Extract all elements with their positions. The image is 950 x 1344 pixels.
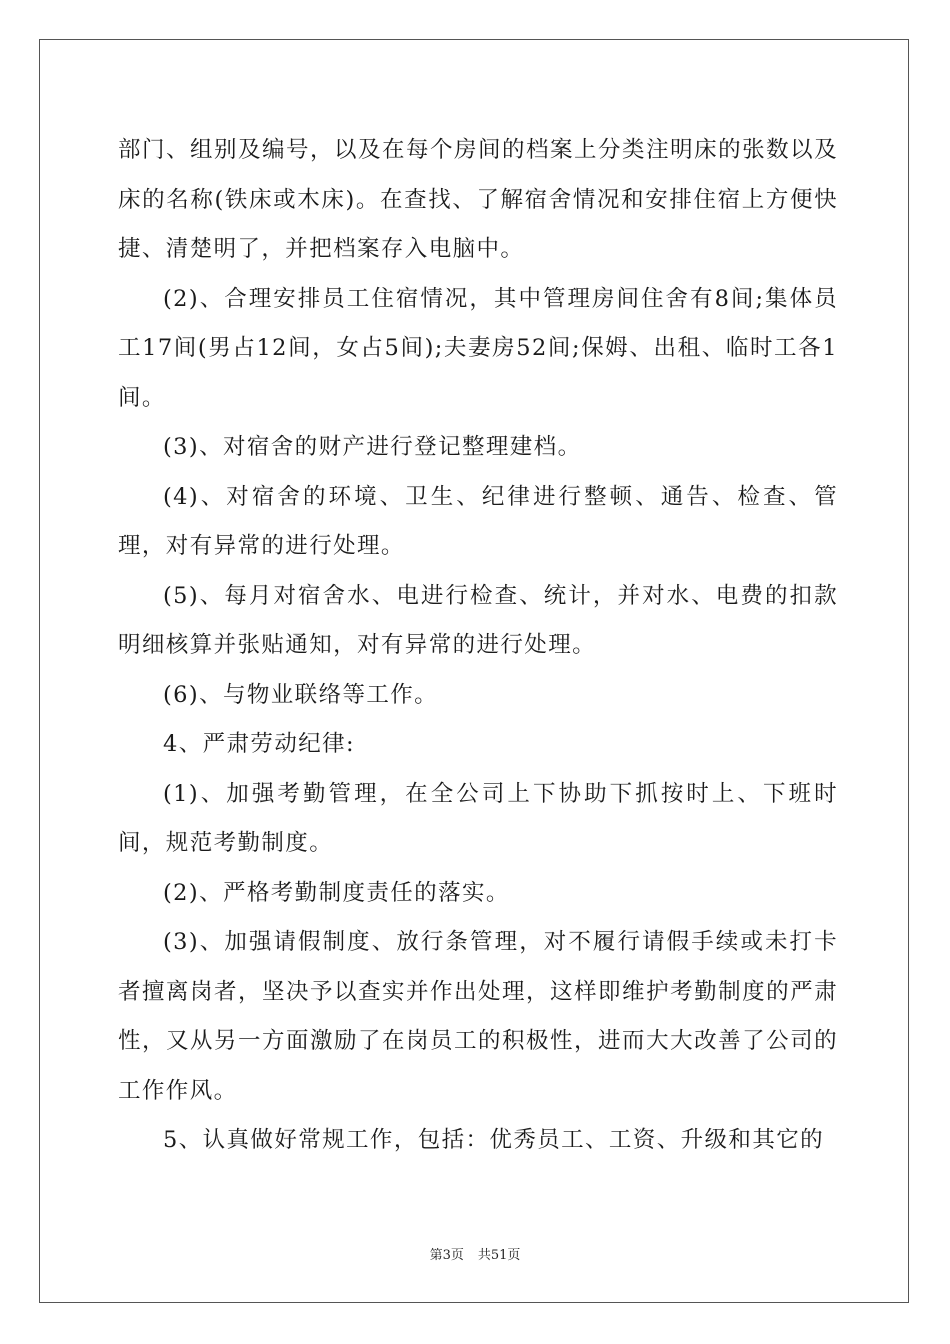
document-body	[118, 126, 838, 1166]
paragraph: (5)、每月对宿舍水、电进行检查、统计，并对水、电费的扣款明细核算并张贴通知，对有异常的进行处理。	[118, 582, 838, 658]
page-footer	[0, 1247, 950, 1265]
paragraph: (2)、合理安排员工住宿情况，其中管理房间住舍有8间;集体员工17间(男占12间，女占5间);夫妻房52间;保姆、出租、临时工各1间。	[118, 285, 838, 411]
paragraph: (6)、与物业联络等工作。	[163, 681, 439, 708]
paragraph: 5、认真做好常规工作，包括：优秀员工、工资、升级和其它的	[163, 1127, 825, 1153]
paragraph: (1)、加强考勤管理，在全公司上下协助下抓按时上、下班时间，规范考勤制度。	[118, 780, 838, 856]
page-total: 共51页	[477, 1248, 521, 1263]
paragraph: (2)、严格考勤制度责任的落实。	[163, 879, 510, 906]
section-heading: 4、严肃劳动纪律:	[163, 731, 355, 757]
paragraph: 部门、组别及编号，以及在每个房间的档案上分类注明床的张数以及床的名称(铁床或木床)。在查找、了解宿舍情况和安排住宿上方便快捷、清楚明了，并把档案存入电脑中。	[118, 137, 838, 262]
paragraph: (3)、对宿舍的财产进行登记整理建档。	[163, 434, 582, 460]
page-number: 第3页	[429, 1248, 464, 1263]
paragraph: (3)、加强请假制度、放行条管理，对不履行请假手续或未打卡者擅离岗者，坚决予以查实并作出处理，这样即维护考勤制度的严肃性，又从另一方面激励了在岗员工的积极性，进而大大改善了公司的工作作风。	[118, 929, 838, 1104]
paragraph: (4)、对宿舍的环境、卫生、纪律进行整顿、通告、检查、管理，对有异常的进行处理。	[118, 483, 838, 559]
